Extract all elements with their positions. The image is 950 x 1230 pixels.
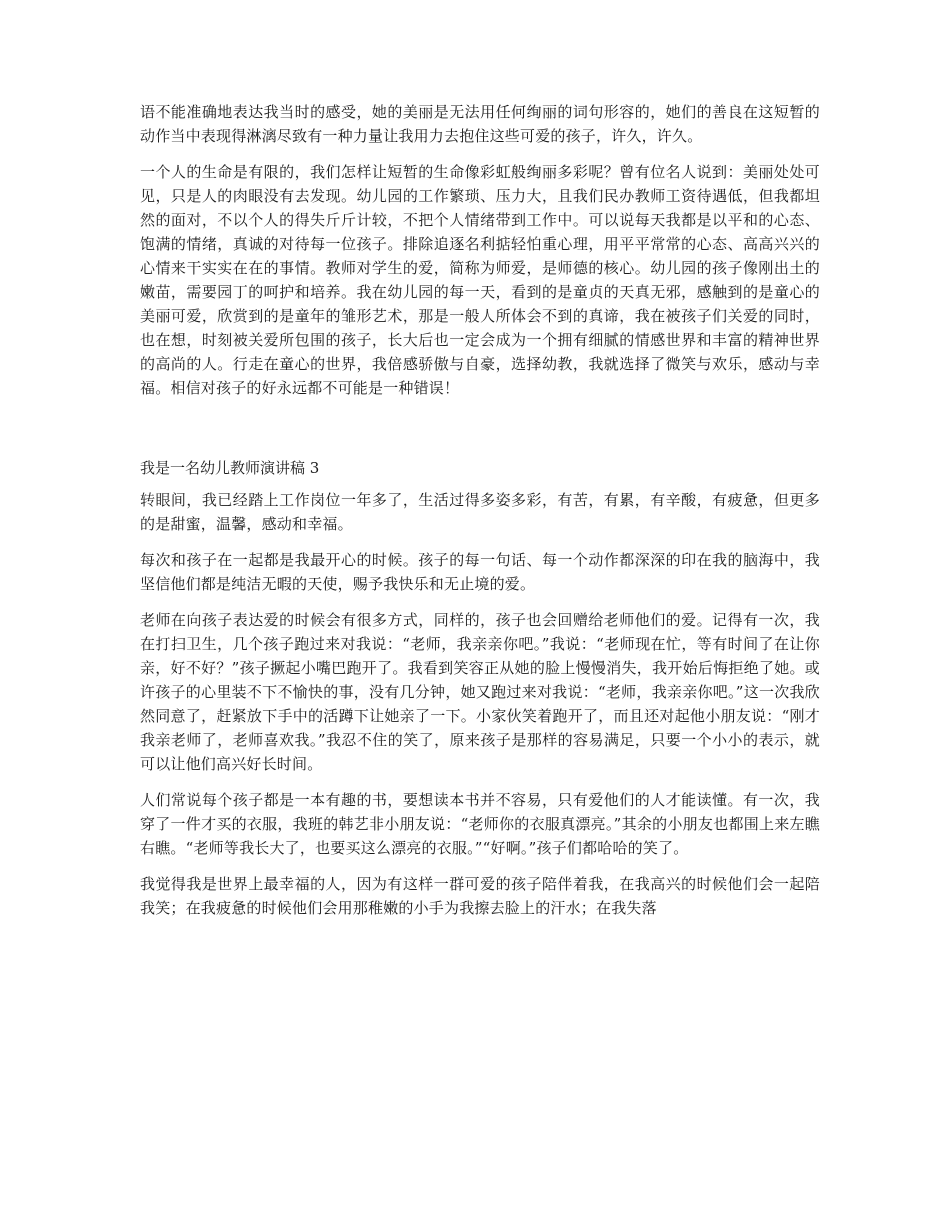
paragraph: 语不能准确地表达我当时的感受，她的美丽是无法用任何绚丽的词句形容的，她们的善良在这短暂的动作当中表现得淋漓尽致有一种力量让我用力去抱住这些可爱的孩子，许久，许久。	[140, 103, 820, 145]
paragraph: 一个人的生命是有限的，我们怎样让短暂的生命像彩虹般绚丽多彩呢？曾有位名人说到：美丽处处可见，只是人的肉眼没有去发现。幼儿园的工作繁琐、压力大，且我们民办教师工资待遇低，但我都坦然的面对，不以个人的得失斤斤计较，不把个人情绪带到工作中。可以说每天我都是以平和的心态、饱满的情绪，真诚的对待每一位孩子。排除追逐名利掂轻怕重心理，用平平常常的心态、高高兴兴的心情来干实实在在的事情。教师对学生的爱，简称为师爱，是师德的核心。幼儿园的孩子像刚出土的嫩苗，需要园丁的呵护和培养。我在幼儿园的每一天，看到的是童贞的天真无邪，感触到的是童心的美丽可爱，欣赏到的是童年的雏形艺术，那是一般人所体会不到的真谛，我在被孩子们关爱的同时，也在想，时刻被关爱所包围的孩子，长大后也一定会成为一个拥有细腻的情感世界和丰富的精神世界的高尚的人。行走在童心的世界，我倍感骄傲与自豪，选择幼教，我就选择了微笑与欢乐，感动与幸福。相信对孩子的好永远都不可能是一种错误！	[140, 163, 820, 397]
paragraph: 老师在向孩子表达爱的时候会有很多方式，同样的，孩子也会回赠给老师他们的爱。记得有一次，我在打扫卫生，几个孩子跑过来对我说：“老师，我亲亲你吧。”我说：“老师现在忙，等有时间了在让你亲，好不好？”孩子撅起小嘴巴跑开了。我看到笑容正从她的脸上慢慢消失，我开始后悔拒绝了她。或许孩子的心里装不下不愉快的事，没有几分钟，她又跑过来对我说：“老师，我亲亲你吧。”这一次我欣然同意了，赶紧放下手中的活蹲下让她亲了一下。小家伙笑着跑开了，而且还对起他小朋友说：“刚才我亲老师了，老师喜欢我。”我忍不住的笑了，原来孩子是那样的容易满足，只要一个小小的表示，就可以让他们高兴好长时间。	[140, 611, 820, 773]
paragraph: 每次和孩子在一起都是我最开心的时候。孩子的每一句话、每一个动作都深深的印在我的脑海中，我坚信他们都是纯洁无暇的天使，赐予我快乐和无止境的爱。	[140, 551, 820, 593]
paragraph: 转眼间，我已经踏上工作岗位一年多了，生活过得多姿多彩，有苦，有累，有辛酸，有疲惫，但更多的是甜蜜，温馨，感动和幸福。	[140, 491, 820, 533]
section-title: 我是一名幼儿教师演讲稿 3	[140, 459, 320, 477]
paragraph: 我觉得我是世界上最幸福的人，因为有这样一群可爱的孩子陪伴着我，在我高兴的时候他们会一起陪我笑；在我疲惫的时候他们会用那稚嫩的小手为我擦去脸上的汗水；在我失落	[140, 875, 820, 917]
paragraph: 人们常说每个孩子都是一本有趣的书，要想读本书并不容易，只有爱他们的人才能读懂。有一次，我穿了一件才买的衣服，我班的韩艺非小朋友说：“老师你的衣服真漂亮。”其余的小朋友也都围上来左瞧右瞧。“老师等我长大了，也要买这么漂亮的衣服。”“好啊。”孩子们都哈哈的笑了。	[140, 791, 820, 857]
document-page	[140, 100, 820, 920]
